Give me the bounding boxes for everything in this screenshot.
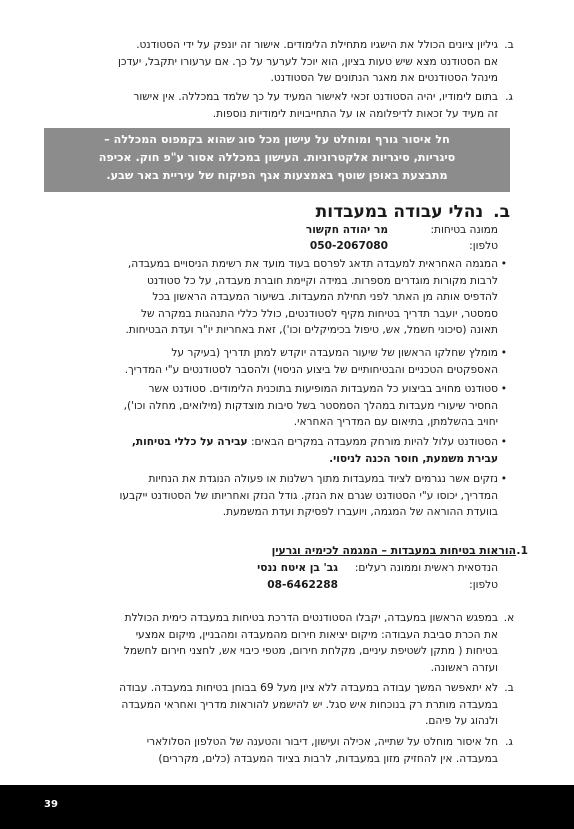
phone-number: 050-2067080 [309,240,388,252]
phone-label: טלפון: [469,579,498,591]
bullet-line [44,451,498,468]
item-marker: ב. [504,39,514,51]
page-number: 39 [44,799,58,810]
list-item-bet [44,37,514,87]
bullet-line: בוועדת ההוראה של המגמה, ויועברו לפסיקת ועדת המשמעת. [222,506,498,519]
bullet-line: יחויב בהשלמתן, בתיאום עם המדריך האחראי. [293,416,498,429]
phone-label: טלפון: [469,240,498,252]
list-item-gimel [44,89,513,122]
item-marker: א. [503,612,515,624]
contact-name: מר יהודה חקשור [305,224,388,236]
bullet-line: המגמה האחראית למעבדה תדאג לפרסם בעוד מועד את רשימת הניסויים במעבדה, [127,258,498,270]
bullet-line: מומלץ שחלקו הראשון של שיעור המעבדה יוקדש למתן תדריך (בעיקר על [171,347,498,359]
bullet-item [44,381,507,431]
section-heading [316,202,510,222]
bullet-line: האספקטים הטכניים והבטיחותיים של ביצוע הניסוי) ולהסבר לסטודנטים ע"י המדריך. [124,363,498,376]
bullet-dot: • [500,436,507,448]
bullet-line: לרבות מקורות מוגדרים מספרות. במידה וקיימת חוברת מעבדה, על כל סטודנט [147,274,498,287]
item-marker: ב. [504,682,514,694]
item-line: בטיחות ( מתקן לשטיפת עיניים, מקלחת חירום, מטפי כיבוי אש, לחצני חירום לחשמל [123,645,498,657]
item-marker: ג. [505,91,513,103]
bullet-text: הסטודנט עלול להיות מורחק ממעבדה במקרים הבאים: [247,436,498,448]
section-title: נהלי עבודה במעבדות [315,202,484,222]
banner-line: מתבצעת באופן שוטף באמצעות אגף הפיקוח של עיריית באר שבע. [106,169,448,182]
bullet-bold-text: עבירה על כללי בטיחות, [131,436,248,448]
banner-line: סיגריות, סיגריות אלקטרוניות. העישון במכללה אסור ע"פ חוק. אכיפה [98,151,456,164]
contact-name: גב' בן איטח ננסי [257,562,338,574]
bullet-dot: • [500,473,507,485]
item-line: במעבדה. אין להחזיק מזון במעבדות, לרבות בציוד המעבדה (כלים, מקררים) [158,752,498,765]
subsection-number: 1. [516,544,528,557]
bullet-item [44,345,507,378]
phone-number: 08-6462288 [267,579,338,591]
item-line: ולנהוג על פיהם. [424,715,498,727]
item-line: ועזרה ראשונה. [430,661,498,674]
contact-role: הנדסאית ראשית וממונה רעלים: [354,562,498,574]
bullet-line: החסיר שיעורי מעבדות במהלך הסמסטר בשל סיבות מוצדקות (מילואים, מחלה וכו'), [123,399,498,412]
item-line: חל איסור מוחלט על שתייה, אכילה ועישון, דיבור והטענה של הטלפון הסלולארי [146,736,498,748]
bullet-line: נזקים אשר נגרמים לציוד במעבדות מתוך רשלנות או פעולה הנוגדת את הנחיות [148,473,498,485]
bullet-line: סטודנט מחויב בביצוע כל המעבדות המופיעות בתוכנית הלימודים. סטודנט אשר [148,383,498,395]
bullet-item [44,256,507,339]
item-line: מינהל הסטודנטים את מאגר הנתונים של הסטודנט. [270,72,498,84]
item-line: אם הסטודנט מצא שיש טעות בציון, הוא יוכל לערער על כך. אם ערעורו יתקבל, יעדכן [118,55,498,68]
item-line: לא יתאפשר המשך עבודה במעבדה ללא ציון מעל 69 בבוחן בטיחות במעבדה. עבודה [119,682,498,694]
bullet-line [44,434,498,451]
item-line: במעבדה מותרת רק בנוכחות איש סגל. יש להישמע להוראות מדריך ואחראי המעבדה [121,698,498,711]
bullet-dot: • [500,258,507,270]
item-line: את הכרת סביבת העבודה: מיקום יציאות חירום מהמעבדה ומהבניין, מיקום אמצעי [135,628,498,641]
bullet-line: סמסטר, יועבר תדריך בטיחות מקיף לסטודנטים, כולל כללי התנהגות במקרה של [141,307,498,320]
banner-line: חל איסור גורף ומוחלט על עישון מכל סוג שהוא בקמפוס המכללה – [104,133,450,146]
subsection-title: הוראות בטיחות במעבדות – המגמה לכימיה וגרעין [271,544,516,557]
item-line: במפגש הראשון במעבדה, יקבלו הסטודנטים הדרכת בטיחות במעבדה כימית הכוללת [124,612,498,624]
bullet-dot: • [500,383,507,395]
item-line: גיליון ציונים הכולל את הישגיו מתחילת הלימודים. אישור זה יונפק על ידי הסטודנט. [136,39,498,51]
contact-role: ממונה בטיחות: [430,224,498,236]
no-smoking-banner [44,128,510,192]
item-line: זה מעיד על זכאות לדיפלומה או על התחייבויות לימודיות נוספות. [212,107,498,120]
section-number: ב. [493,202,510,222]
bullet-dot: • [500,347,507,359]
page-footer [0,785,574,829]
item-line: בתום לימודיו, יהיה הסטודנט זכאי לאישור המעיד על כך שלמד במכללה. אין אישור [133,91,498,103]
bullet-item [44,471,507,521]
list-item-gimel [44,734,513,767]
bullet-line: להדפיס אותה מן האתר לפני תחילת המעבדות. בשיעור המעבדה הראשון בכל [152,291,498,304]
list-item-alef [44,610,515,676]
list-item-bet [44,680,514,730]
subsection-heading [271,543,528,559]
bullet-line: תאונה (סיכוני חשמל, אש, טיפול בכימיקלים וכו'), זאת באחריות יו"ר ועדת הבטיחות. [125,324,498,337]
bullet-item [44,434,507,467]
bullet-bold-text: עבירת משמעת, חוסר הכנה לניסוי. [329,452,498,465]
item-marker: ג. [505,736,513,748]
bullet-line: המדריך, יכוסו ע"י הסטודנט שגרם את הנזק. גודל הנזק ואחריותו של הסטודנט ייקבעו [119,489,498,502]
